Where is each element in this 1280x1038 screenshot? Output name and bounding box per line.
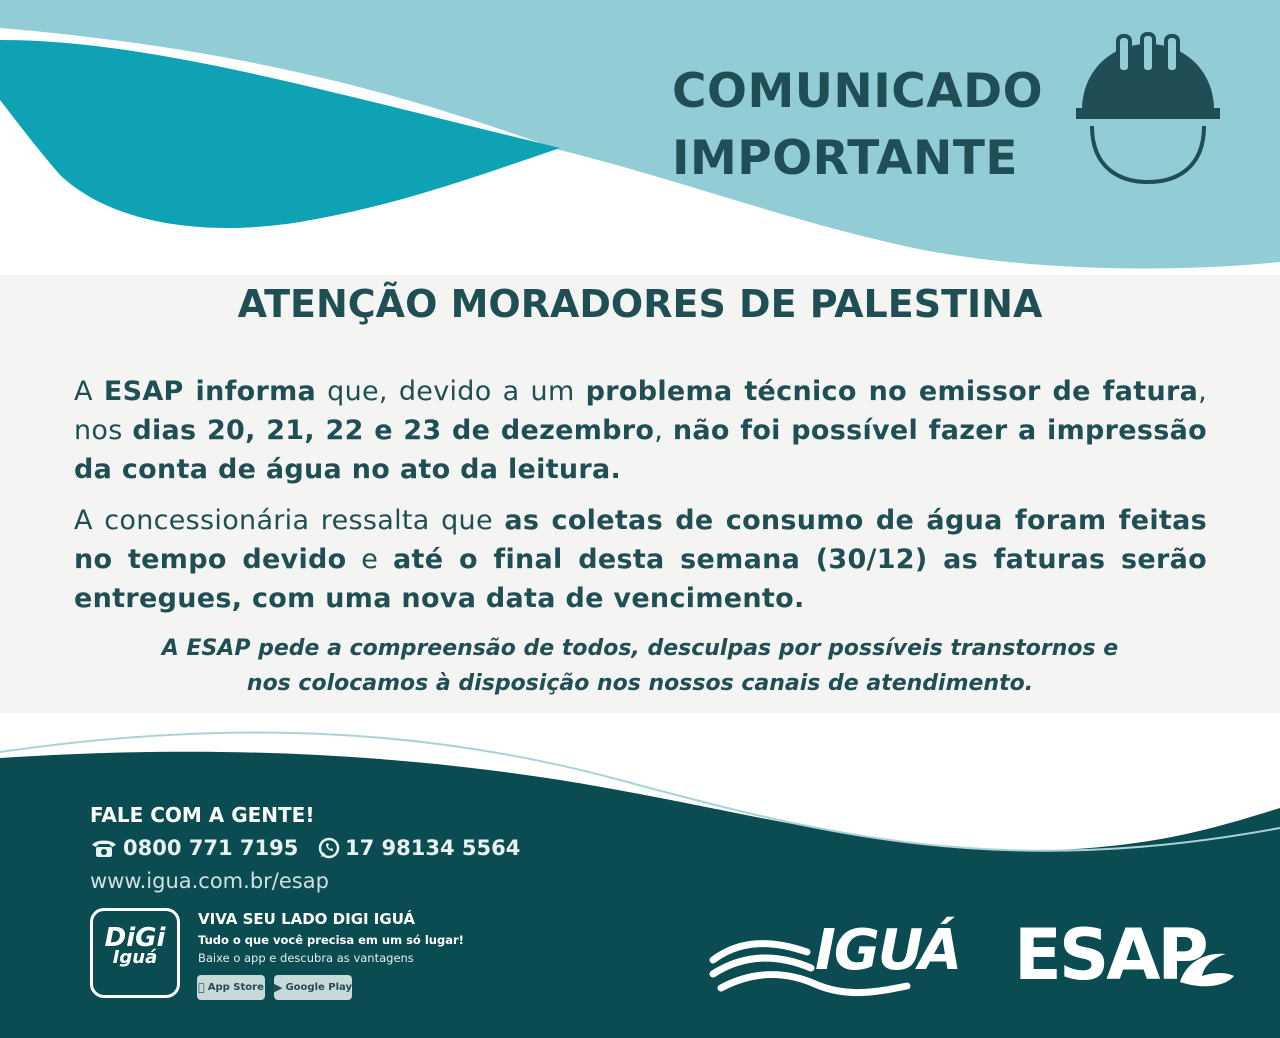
contact-title: FALE COM A GENTE! xyxy=(90,803,315,827)
bold-span: as coletas de consumo de água foram feitas no tempo devido xyxy=(74,505,1207,575)
hard-hat-icon xyxy=(1070,30,1226,186)
app-store-label: App Store xyxy=(204,982,261,993)
play-icon: ▶ xyxy=(274,981,283,994)
text-span: que, devido a um xyxy=(316,376,586,407)
google-play-button[interactable] xyxy=(274,975,352,1000)
notice-paragraph-1 xyxy=(74,372,1207,489)
text-span: A concessionária ressalta que xyxy=(74,505,505,536)
google-play-label: Google Play xyxy=(285,982,352,993)
app-promo-title: VIVA SEU LADO DIGI IGUÁ xyxy=(198,910,416,928)
app-promo-subtitle: Tudo o que você precisa em um só lugar! xyxy=(198,933,464,947)
app-promo-subtitle-2: Baixe o app e descubra as vantagens xyxy=(198,951,414,965)
closing-line-1: A ESAP pede a compreensão de todos, desculpas por possíveis transtornos e xyxy=(161,636,1119,661)
closing-line-2: nos colocamos à disposição nos nossos canais de atendimento. xyxy=(246,671,1034,696)
igua-logo: IGUÁ xyxy=(815,918,961,983)
app-store-button[interactable] xyxy=(197,975,265,1000)
whatsapp-icon xyxy=(318,837,340,859)
bold-span: problema técnico no emissor de fatura xyxy=(585,376,1199,407)
bold-span: dias 20, 21, 22 e 23 de dezembro xyxy=(132,415,655,446)
text-span: , nos xyxy=(74,376,1208,446)
notice-heading: ATENÇÃO MORADORES DE PALESTINA xyxy=(237,282,1043,326)
phone-icon xyxy=(90,837,118,859)
app-logo-text xyxy=(93,925,177,971)
header-title xyxy=(672,58,1043,192)
bold-span: não foi possível fazer a impressão da conta de água no ato da leitura. xyxy=(74,415,1208,485)
notice-paragraph-2 xyxy=(74,501,1207,618)
app-logo-line1: DiGi xyxy=(104,923,166,953)
bold-span: ESAP informa xyxy=(103,376,317,407)
text-span: A xyxy=(74,376,104,407)
esap-logo: ESAP xyxy=(1014,914,1206,996)
website-link[interactable]: www.igua.com.br/esap xyxy=(90,869,329,893)
header-title-line1: COMUNICADO xyxy=(672,64,1044,119)
phone-contact[interactable] xyxy=(90,836,298,860)
phone-number: 0800 771 7195 xyxy=(123,836,299,860)
text-span: , xyxy=(654,415,673,446)
closing-message xyxy=(60,631,1220,701)
header-title-line2: IMPORTANTE xyxy=(672,131,1019,186)
text-span: e xyxy=(346,544,393,575)
digi-igua-app-logo[interactable] xyxy=(90,908,180,998)
bold-span: até o final desta semana (30/12) as faturas serão entregues, com uma nova data de vencimento. xyxy=(74,544,1208,614)
whatsapp-number: 17 98134 5564 xyxy=(345,836,521,860)
apple-icon xyxy=(198,981,205,994)
app-logo-line2: Iguá xyxy=(112,947,158,968)
whatsapp-contact[interactable] xyxy=(318,836,520,860)
